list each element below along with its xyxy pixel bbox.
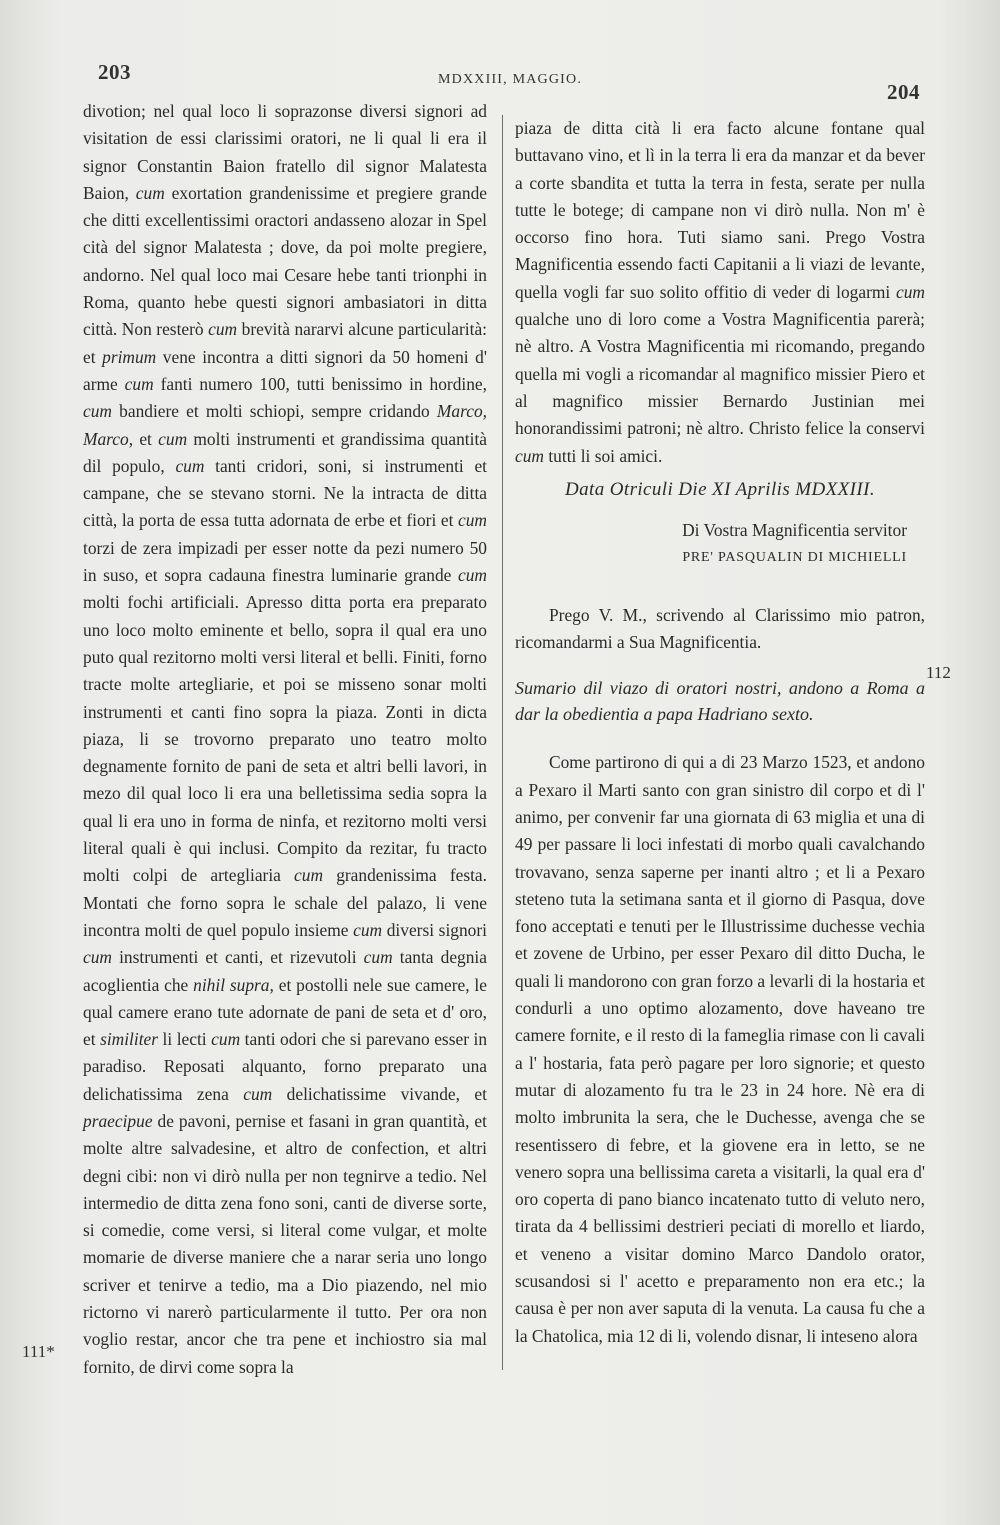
section-heading: Sumario dil viazo di oratori nostri, andono a Roma a dar la obedientia a papa Hadriano sexto. [515, 678, 925, 724]
signature-line: Di Vostra Magnificentia servitor [682, 520, 907, 541]
margin-number-right: 112 [926, 663, 951, 682]
margin-number-left: 111* [22, 1342, 55, 1361]
running-head: MDXXIII, MAGGIO. [438, 72, 583, 87]
column-divider [502, 115, 503, 1370]
summary-paragraph: Come partirono di qui a di 23 Marzo 1523, et andono a Pexaro il Marti santo con gran sinistro dil corpo et di l' animo, per convenir far una giornata di 63 miglia et una di 49 per passare li loci infestati di morbo quali cavalchando trovavano, senza saperne per inanti altro ; et li a Pexaro steteno tuta la setimana santa et il giorno di Pasqua, dove fono acceptati e tenuti per le Illustrissime duchesse vechia et zovene de Urbino, per esser Pexaro dil ditto Ducha, le quali li mandorono con gran forzo a levarli di la hostaria et condurli a uno optimo alozamento, dove haveano tre camere fornite, e il resto di la fameglia rimase con li cavali a l' hostaria, fata però pagare per loro signorie; et questo mutar di alozamento fu tra le 23 in 24 hore. Nè era di molto imbrunita la sera, che le Duchesse, avenga che se resentissero di febre, et la giovene era in letto, se ne venero sopra una bellissima careta a visitarli, la qual era d' oro coperta di pano bianco incatenato tutto di veluto nero, tirata da 4 bellissimi destrieri peciati di morello et liardo, et veneno a visitar domino Marco Dandolo orator, scusandosi si l' acetto e preparamento non era etc.; la causa è per non aver saputa di la venuta. La causa fu che a la Chatolica, mia 12 di li, volendo disnar, li inteseno alora [515, 752, 925, 1346]
left-column [83, 98, 487, 1381]
page-number-left: 203 [98, 60, 131, 84]
left-column-paragraph: divotion; nel qual loco li soprazonse diversi signori ad visitation de essi clarissimi oratori, ne li qual li era il signor Constantin Baion fratello dil signor Malatesta Baion, cum exortation grandenissime et pregiere grande che ditti excellentissimi oractori andasseno alozar in Spel cità del signor Malatesta ; dove, da poi molte pregiere, andorno. Nel qual loco mai Cesare hebe tanti trionphi in Roma, quanto hebe questi signori ambasiatori in ditta città. Non resterò cum brevità nararvi alcune particularità: et primum vene incontra a ditti signori da 50 homeni d' arme cum fanti numero 100, tutti benissimo in hordine, cum bandiere et molti schiopi, sempre cridando Marco, Marco, et cum molti instrumenti et grandissima quantità dil populo, cum tanti cridori, soni, si instrumenti et campane, che se stevano storni. Ne la intracta de ditta città, la porta de essa tutta adornata de erbe et fiori et cum torzi de zera impizadi per esser notte da pezi numero 50 in suso, et sopra cadauna finestra luminarie grande cum molti fochi artificiali. Apresso ditta porta era preparato uno loco molto eminente et bello, sopra il qual era uno puto qual rezitorno molti versi literal et belli. Finiti, forno tracte molte artegliarie, et poi se misseno sonar molti instrumenti et canti fino sopra la piaza. Zonti in dicta piaza, li se trovorno preparato uno teatro molto degnamente fornito de pani de seta et altri belli lavori, in mezo dil qual loco li era una belletissima sedia sopra la qual li era uno in forma de ninfa, et rezitorno molti versi literal quali è qui inclusi. Compito da rezitar, fu tracto molti colpi de artegliaria cum grandenissima festa. Montati che forno sopra le schale del palazo, li vene incontra molti de quel populo insieme cum diversi signori cum instrumenti et canti, et rizevutoli cum tanta degnia acoglientia che nihil supra, et postolli nele sue camere, le qual camere erano tute adornate de pani de seta et d' oro, et similiter li lecti cum tanti odori che si parevano esser in paradiso. Reposati alquanto, forno preparato una delichatissima zena cum delichatissime vivande, et praecipue de pavoni, pernise et fasani in gran quantità, et molte altre salvadesine, et altro de confection, et altri degni cibi: non vi dirò nulla per non tegnirve a tedio. Nel intermedio de ditta zena fono soni, canti de diverse sorte, si comedie, come versi, si literal come vulgar, et molte momarie de diverse maniere che a narar seria uno longo scriver et tenirve a tedio, ma a Dio piazendo, nel mio rictorno vi narerò particularmente il tutto. Per ora non voglio restar, ancor che tra pene et inchiostro sia mal fornito, de dirvi come sopra la [83, 101, 488, 1377]
letter-continuation: piaza de ditta cità li era facto alcune fontane qual buttavano vino, et lì in la terra li era da manzar et da bever a corte sbandita et tutta la terra in festa, serate per nulla tutte le botege; di campane non vi dirò nulla. Non m' è occorso fino hora. Tuti siamo sani. Prego Vostra Magnificentia essendo facti Capitanii a li viazi de levante, quella vogli far suo solito offitio di veder di logarmi cum qualche uno di loro come a Vostra Magnificentia parerà; nè altro. A Vostra Magnificentia mi ricomando, pregando quella mi vogli a ricomandar al magnifico missier Piero et al magnifico missier Bernardo Justinian mei honorandissimi patroni; nè altro. Christo felice la conservi cum tutti li soi amici. [515, 118, 925, 466]
right-column [515, 115, 925, 1350]
page-number-right: 204 [887, 80, 920, 104]
letter-dateline: Data Otriculi Die XI Aprilis MDXXIII. [565, 478, 875, 500]
postscript: Prego V. M., scrivendo al Clarissimo mio patron, ricomandarmi a Sua Magnificentia. [515, 604, 925, 653]
signature-name: PRE' PASQUALIN DI MICHIELLI [682, 550, 907, 566]
